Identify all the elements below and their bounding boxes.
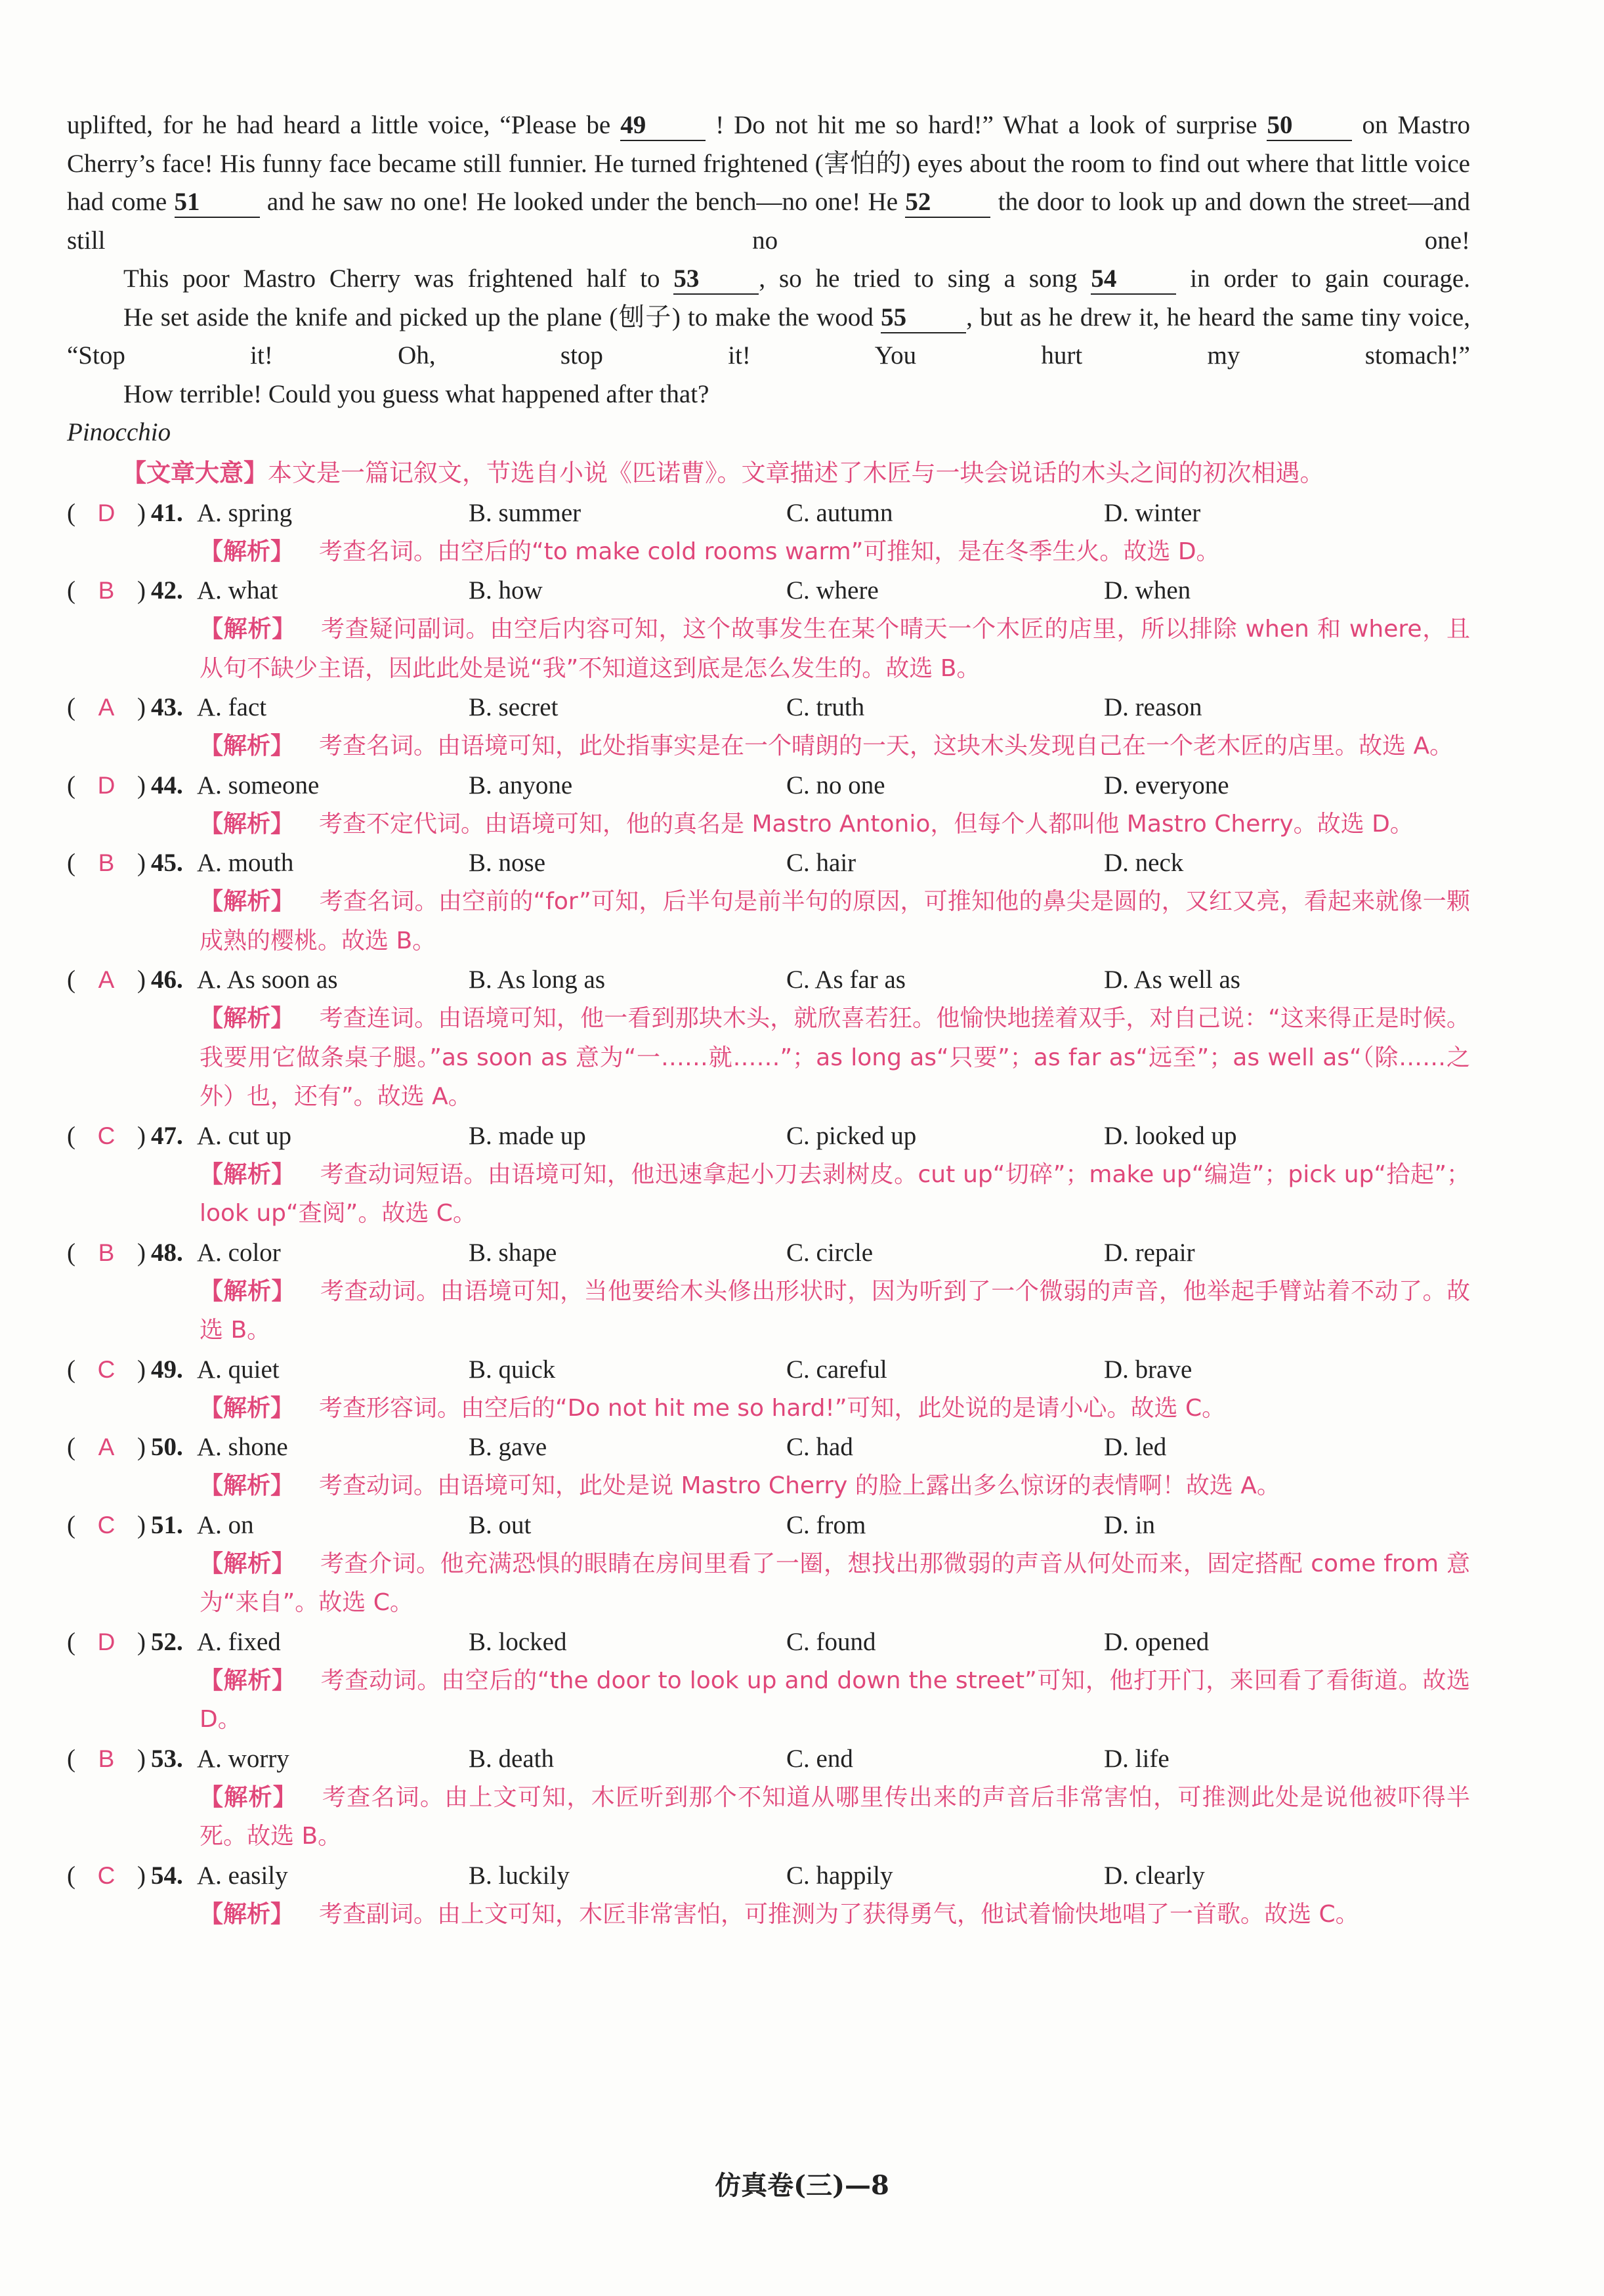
question-row bbox=[67, 1856, 1470, 1895]
bracket-close: ) bbox=[137, 1510, 146, 1539]
question-row bbox=[67, 1428, 1470, 1466]
option-c[interactable]: C. picked up bbox=[786, 1121, 917, 1150]
answer-letter[interactable]: B bbox=[98, 1239, 115, 1266]
question-row bbox=[67, 960, 1470, 999]
option-d[interactable]: D. looked up bbox=[1104, 1121, 1237, 1150]
question-number: 49. bbox=[151, 1355, 183, 1384]
answer-bracket bbox=[67, 494, 151, 532]
explanation bbox=[200, 1389, 1470, 1428]
option-c[interactable]: C. from bbox=[786, 1510, 866, 1539]
passage-paragraph-3 bbox=[67, 299, 1470, 375]
option-b[interactable]: B. made up bbox=[469, 1121, 586, 1150]
blank-50[interactable]: 50 bbox=[1267, 111, 1352, 141]
explanation-text: 考查名词。由上文可知，木匠听到那个不知道从哪里传出来的声音后非常害怕，可推测此处是说他被吓得半死。故选 B。 bbox=[200, 1783, 1470, 1850]
question-row bbox=[67, 1116, 1470, 1155]
explanation-text: 考查名词。由语境可知，此处指事实是在一个晴朗的一天，这块木头发现自己在一个老木匠的店里。故选 A。 bbox=[319, 733, 1454, 759]
passage-paragraph-1 bbox=[67, 106, 1470, 260]
bracket-close: ) bbox=[137, 1355, 146, 1384]
summary-text: 本文是一篇记叙文，节选自小说《匹诺曹》。文章描述了木匠与一块会说话的木头之间的初次相遇。 bbox=[268, 458, 1324, 487]
passage-source: Pinocchio bbox=[67, 418, 171, 446]
bracket-close: ) bbox=[137, 1433, 146, 1461]
blank-54[interactable]: 54 bbox=[1091, 265, 1176, 295]
passage-text: ! Do not hit me so hard!” What a look of surprise bbox=[706, 111, 1267, 139]
answer-letter[interactable]: C bbox=[97, 1355, 116, 1383]
answer-letter[interactable]: B bbox=[98, 1745, 115, 1772]
answer-bracket bbox=[67, 1428, 151, 1466]
question-row bbox=[67, 494, 1470, 532]
explanation-tag: 【解析】 bbox=[200, 810, 295, 838]
answer-bracket bbox=[67, 1116, 151, 1155]
option-c[interactable]: C. where bbox=[786, 576, 879, 605]
article-summary bbox=[67, 454, 1470, 492]
option-b[interactable]: B. out bbox=[469, 1510, 532, 1539]
question-row bbox=[67, 571, 1470, 610]
bracket-open: ( bbox=[67, 966, 75, 994]
blank-52[interactable]: 52 bbox=[905, 188, 990, 218]
option-a[interactable]: A. fixed bbox=[197, 1627, 281, 1656]
explanation bbox=[200, 727, 1470, 766]
explanation-tag: 【解析】 bbox=[200, 1160, 295, 1188]
bracket-open: ( bbox=[67, 1627, 75, 1656]
passage-paragraph-4: How terrible! Could you guess what happened after that? bbox=[123, 379, 709, 408]
explanation bbox=[200, 999, 1470, 1116]
explanation-tag: 【解析】 bbox=[200, 1005, 295, 1032]
passage-text: He set aside the knife and picked up the plane (刨子) to make the wood bbox=[123, 303, 881, 331]
explanation-tag: 【解析】 bbox=[200, 1667, 296, 1694]
option-d[interactable]: D. As well as bbox=[1104, 966, 1240, 994]
option-b[interactable]: B. death bbox=[469, 1744, 554, 1773]
bracket-open: ( bbox=[67, 693, 75, 721]
answer-letter[interactable]: B bbox=[98, 577, 115, 604]
question-item bbox=[67, 766, 1470, 844]
explanation-text: 考查动词。由语境可知，此处是说 Mastro Cherry 的脸上露出多么惊讶的表情啊！故选 A。 bbox=[319, 1472, 1280, 1499]
option-d[interactable]: D. opened bbox=[1104, 1627, 1210, 1656]
option-a[interactable]: A. spring bbox=[197, 498, 293, 527]
answer-bracket bbox=[67, 571, 151, 610]
question-item bbox=[67, 1428, 1470, 1506]
explanation bbox=[200, 1778, 1470, 1856]
question-number: 54. bbox=[151, 1861, 183, 1890]
answer-bracket bbox=[67, 1506, 151, 1544]
option-c[interactable]: C. As far as bbox=[786, 966, 906, 994]
explanation bbox=[200, 1272, 1470, 1350]
explanation-tag: 【解析】 bbox=[200, 1550, 296, 1577]
option-a[interactable]: A. As soon as bbox=[197, 966, 338, 994]
passage-text: in order to gain courage. bbox=[1176, 265, 1470, 293]
question-number: 53. bbox=[151, 1744, 183, 1773]
question-number: 50. bbox=[151, 1433, 183, 1461]
question-number: 42. bbox=[151, 576, 183, 605]
explanation-text: 考查副词。由上文可知，木匠非常害怕，可推测为了获得勇气，他试着愉快地唱了一首歌。故选 C。 bbox=[319, 1900, 1359, 1928]
option-c[interactable]: C. truth bbox=[786, 693, 865, 721]
answer-letter[interactable]: A bbox=[98, 694, 115, 721]
passage-text: on Mastro Cherry’s face! His funny face became still funnier. He turned frightened (害怕的) eyes about the room to find out where that little voice had come bbox=[67, 111, 1470, 216]
explanation-text: 考查不定代词。由语境可知，他的真名是 Mastro Antonio，但每个人都叫他 Mastro Cherry。故选 D。 bbox=[319, 810, 1414, 838]
option-d[interactable]: D. brave bbox=[1104, 1355, 1192, 1384]
bracket-open: ( bbox=[67, 1510, 75, 1539]
explanation-text: 考查动词。由语境可知，当他要给木头修出形状时，因为听到了一个微弱的声音，他举起手臂站着不动了。故选 B。 bbox=[200, 1277, 1470, 1344]
option-a[interactable]: A. on bbox=[197, 1510, 254, 1539]
passage-text: , but as he drew it, he heard the same tiny voice, “Stop it! Oh, stop it! You hurt my stomach!” bbox=[67, 303, 1470, 370]
option-b[interactable]: B. As long as bbox=[469, 966, 606, 994]
explanation bbox=[200, 1661, 1470, 1739]
bracket-close: ) bbox=[137, 1238, 146, 1267]
option-a[interactable]: A. what bbox=[197, 576, 278, 605]
summary-tag: 【文章大意】 bbox=[122, 458, 268, 487]
option-b[interactable]: B. how bbox=[469, 576, 543, 605]
explanation-tag: 【解析】 bbox=[200, 1900, 295, 1928]
bracket-close: ) bbox=[137, 849, 146, 877]
cloze-passage bbox=[67, 106, 1470, 452]
option-a[interactable]: A. color bbox=[197, 1238, 281, 1267]
option-d[interactable]: D. repair bbox=[1104, 1238, 1195, 1267]
option-a[interactable]: A. worry bbox=[197, 1744, 289, 1773]
answer-letter[interactable]: D bbox=[97, 499, 116, 526]
answer-letter[interactable]: C bbox=[97, 1122, 116, 1149]
question-row bbox=[67, 766, 1470, 805]
bracket-open: ( bbox=[67, 498, 75, 527]
explanation-text: 考查形容词。由空后的“Do not hit me so hard!”可知，此处说的是请小心。故选 C。 bbox=[319, 1394, 1226, 1422]
option-a[interactable]: A. cut up bbox=[197, 1121, 292, 1150]
bracket-open: ( bbox=[67, 1861, 75, 1890]
option-d[interactable]: D. led bbox=[1104, 1433, 1167, 1461]
option-a[interactable]: A. mouth bbox=[197, 849, 294, 877]
option-b[interactable]: B. secret bbox=[469, 693, 559, 721]
question-number: 44. bbox=[151, 771, 183, 799]
question-item bbox=[67, 1233, 1470, 1350]
bracket-close: ) bbox=[137, 1121, 146, 1150]
answer-letter[interactable]: A bbox=[98, 1434, 115, 1460]
passage-text: and he saw no one! He looked under the bench—no one! He bbox=[259, 188, 906, 216]
question-number: 46. bbox=[151, 966, 183, 994]
option-c[interactable]: C. careful bbox=[786, 1355, 887, 1384]
answer-bracket bbox=[67, 1739, 151, 1778]
option-c[interactable]: C. happily bbox=[786, 1861, 893, 1890]
option-b[interactable]: B. summer bbox=[469, 498, 581, 527]
option-b[interactable]: B. shape bbox=[469, 1238, 557, 1267]
bracket-close: ) bbox=[137, 1861, 146, 1890]
option-d[interactable]: D. in bbox=[1104, 1510, 1155, 1539]
option-b[interactable]: B. quick bbox=[469, 1355, 556, 1384]
option-c[interactable]: C. autumn bbox=[786, 498, 893, 527]
option-d[interactable]: D. everyone bbox=[1104, 771, 1229, 799]
option-b[interactable]: B. locked bbox=[469, 1627, 567, 1656]
passage-text: uplifted, for he had heard a little voice, “Please be bbox=[67, 111, 621, 139]
question-item bbox=[67, 688, 1470, 766]
explanation-text: 考查连词。由语境可知，他一看到那块木头，就欣喜若狂。他愉快地搓着双手，对自己说：“这来得正是时候。我要用它做条桌子腿。”as soon as 意为“一……就……”；as long as“只要”；as far as“远至”；as well as“（除……之外）也，还有”。故选 A。 bbox=[200, 1005, 1470, 1110]
answer-bracket bbox=[67, 1856, 151, 1895]
option-c[interactable]: C. found bbox=[786, 1627, 876, 1656]
question-row bbox=[67, 1506, 1470, 1544]
explanation-tag: 【解析】 bbox=[200, 1394, 295, 1422]
option-d[interactable]: D. reason bbox=[1104, 693, 1202, 721]
question-row bbox=[67, 1233, 1470, 1272]
passage-paragraph-2 bbox=[67, 260, 1470, 299]
option-d[interactable]: D. neck bbox=[1104, 849, 1184, 877]
option-c[interactable]: C. end bbox=[786, 1744, 853, 1773]
question-number: 43. bbox=[151, 693, 183, 721]
explanation-tag: 【解析】 bbox=[200, 1783, 297, 1811]
bracket-open: ( bbox=[67, 771, 75, 799]
blank-53[interactable]: 53 bbox=[673, 265, 759, 295]
option-c[interactable]: C. no one bbox=[786, 771, 885, 799]
bracket-open: ( bbox=[67, 1121, 75, 1150]
option-c[interactable]: C. hair bbox=[786, 849, 856, 877]
answer-bracket bbox=[67, 843, 151, 882]
question-number: 51. bbox=[151, 1510, 183, 1539]
question-row bbox=[67, 1350, 1470, 1389]
bracket-open: ( bbox=[67, 1238, 75, 1267]
page-footer: 仿真卷(三)—8 bbox=[715, 2170, 889, 2201]
answer-bracket bbox=[67, 960, 151, 999]
explanation bbox=[200, 532, 1470, 572]
question-row bbox=[67, 688, 1470, 727]
explanation-tag: 【解析】 bbox=[200, 538, 295, 565]
question-row bbox=[67, 1623, 1470, 1661]
bracket-open: ( bbox=[67, 576, 75, 605]
option-a[interactable]: A. quiet bbox=[197, 1355, 280, 1384]
option-c[interactable]: C. had bbox=[786, 1433, 853, 1461]
answer-bracket bbox=[67, 1350, 151, 1389]
option-a[interactable]: A. easily bbox=[197, 1861, 288, 1890]
explanation bbox=[200, 882, 1470, 960]
bracket-close: ) bbox=[137, 966, 146, 994]
question-item bbox=[67, 1350, 1470, 1428]
option-d[interactable]: D. life bbox=[1104, 1744, 1170, 1773]
passage-text: the door to look up and down the street—and still no one! bbox=[67, 188, 1470, 255]
bracket-close: ) bbox=[137, 693, 146, 721]
question-item bbox=[67, 494, 1470, 572]
explanation-text: 考查介词。他充满恐惧的眼睛在房间里看了一圈，想找出那微弱的声音从何处而来，固定搭配 come from 意为“来自”。故选 C。 bbox=[200, 1550, 1470, 1616]
bracket-open: ( bbox=[67, 849, 75, 877]
option-b[interactable]: B. nose bbox=[469, 849, 545, 877]
bracket-close: ) bbox=[137, 498, 146, 527]
bracket-open: ( bbox=[67, 1433, 75, 1461]
option-c[interactable]: C. circle bbox=[786, 1238, 874, 1267]
explanation bbox=[200, 1544, 1470, 1623]
question-item bbox=[67, 1116, 1470, 1233]
question-item bbox=[67, 843, 1470, 960]
bracket-close: ) bbox=[137, 771, 146, 799]
option-b[interactable]: B. gave bbox=[469, 1433, 547, 1461]
bracket-close: ) bbox=[137, 1627, 146, 1656]
explanation-tag: 【解析】 bbox=[200, 1472, 295, 1499]
option-a[interactable]: A. someone bbox=[197, 771, 320, 799]
answer-letter[interactable]: D bbox=[97, 771, 116, 799]
option-d[interactable]: D. clearly bbox=[1104, 1861, 1205, 1890]
explanation-tag: 【解析】 bbox=[200, 616, 296, 643]
bracket-close: ) bbox=[137, 1744, 146, 1773]
question-number: 47. bbox=[151, 1121, 183, 1150]
explanation bbox=[200, 1155, 1470, 1233]
option-a[interactable]: A. fact bbox=[197, 693, 267, 721]
explanation bbox=[200, 610, 1470, 688]
option-b[interactable]: B. luckily bbox=[469, 1861, 570, 1890]
bracket-close: ) bbox=[137, 576, 146, 605]
passage-text: , so he tried to sing a song bbox=[759, 265, 1091, 293]
question-item bbox=[67, 1739, 1470, 1856]
answer-letter[interactable]: D bbox=[97, 1628, 116, 1655]
question-item bbox=[67, 960, 1470, 1116]
answer-letter[interactable]: B bbox=[98, 849, 115, 876]
bracket-open: ( bbox=[67, 1355, 75, 1384]
option-d[interactable]: D. winter bbox=[1104, 498, 1201, 527]
explanation-text: 考查动词。由空后的“the door to look up and down the street”可知，他打开门，来回看了看街道。故选 D。 bbox=[200, 1667, 1470, 1733]
explanation-text: 考查名词。由空前的“for”可知，后半句是前半句的原因，可推知他的鼻尖是圆的，又红又亮，看起来就像一颗成熟的樱桃。故选 B。 bbox=[200, 888, 1470, 954]
question-number: 48. bbox=[151, 1238, 183, 1267]
question-item bbox=[67, 1856, 1470, 1934]
bracket-open: ( bbox=[67, 1744, 75, 1773]
question-item bbox=[67, 1506, 1470, 1623]
passage-text: This poor Mastro Cherry was frightened half to bbox=[123, 265, 674, 293]
question-number: 41. bbox=[151, 498, 183, 527]
answer-bracket bbox=[67, 766, 151, 805]
explanation bbox=[200, 1895, 1470, 1934]
question-item bbox=[67, 571, 1470, 688]
question-list bbox=[67, 494, 1470, 1934]
answer-letter[interactable]: C bbox=[97, 1861, 116, 1889]
question-number: 45. bbox=[151, 849, 183, 877]
answer-bracket bbox=[67, 1233, 151, 1272]
explanation-tag: 【解析】 bbox=[200, 1277, 296, 1305]
answer-letter[interactable]: C bbox=[97, 1511, 116, 1539]
option-a[interactable]: A. shone bbox=[197, 1433, 288, 1461]
answer-bracket bbox=[67, 1623, 151, 1661]
option-b[interactable]: B. anyone bbox=[469, 771, 573, 799]
explanation-text: 考查疑问副词。由空后内容可知，这个故事发生在某个晴天一个木匠的店里，所以排除 when 和 where，且从句不缺少主语，因此此处是说“我”不知道这到底是怎么发生的。故选 B。 bbox=[200, 616, 1470, 682]
explanation-text: 考查动词短语。由语境可知，他迅速拿起小刀去剥树皮。cut up“切碎”；make up“编造”；pick up“拾起”；look up“查阅”。故选 C。 bbox=[200, 1160, 1470, 1227]
explanation-tag: 【解析】 bbox=[200, 733, 295, 759]
blank-55[interactable]: 55 bbox=[881, 303, 966, 333]
explanation bbox=[200, 1466, 1470, 1506]
answer-letter[interactable]: A bbox=[98, 966, 115, 993]
answer-bracket bbox=[67, 688, 151, 727]
question-item bbox=[67, 1623, 1470, 1739]
blank-49[interactable]: 49 bbox=[620, 111, 706, 141]
question-row bbox=[67, 1739, 1470, 1778]
explanation bbox=[200, 805, 1470, 844]
option-d[interactable]: D. when bbox=[1104, 576, 1191, 605]
explanation-text: 考查名词。由空后的“to make cold rooms warm”可推知，是在冬季生火。故选 D。 bbox=[319, 538, 1220, 565]
blank-51[interactable]: 51 bbox=[175, 188, 260, 218]
question-row bbox=[67, 843, 1470, 882]
question-number: 52. bbox=[151, 1627, 183, 1656]
explanation-tag: 【解析】 bbox=[200, 888, 295, 915]
